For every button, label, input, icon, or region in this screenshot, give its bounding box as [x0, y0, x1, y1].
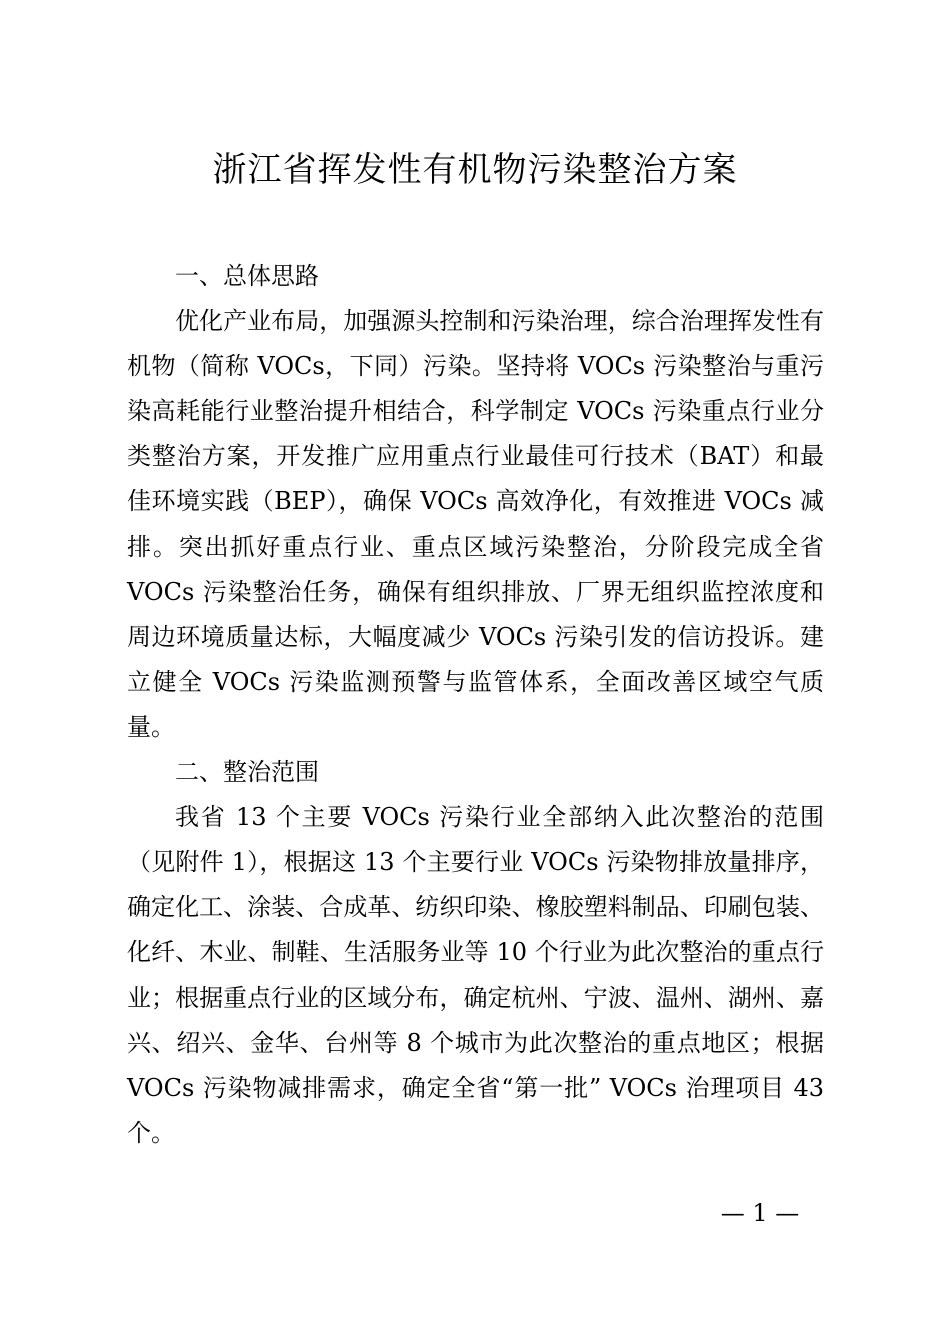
section-heading-overall-approach: 一、总体思路: [175, 262, 319, 290]
document-title: 浙江省挥发性有机物污染整治方案: [212, 150, 738, 190]
document-body: [127, 254, 824, 1156]
section-heading-scope: 二、整治范围: [175, 758, 319, 787]
page-number: — 1 —: [720, 1199, 800, 1227]
section-paragraph-scope: 我省 13 个主要 VOCs 污染行业全部纳入此次整治的范围（见附件 1），根据这 13 个主要行业 VOCs 污染物排放量排序，确定化工、涂装、合成革、纺织印染、橡胶塑料制品、印刷包装、化纤、木业、制鞋、生活服务业等 10 个行业为此次整治的重点行业；根据重点行业的区域分布，确定杭州、宁波、温州、湖州、嘉兴、绍兴、金华、台州等 8 个城市为此次整治的重点地区；根据 VOCs 污染物减排需求，确定全省“第一批” VOCs 治理项目 43 个。: [127, 803, 824, 1147]
section-paragraph-overall-approach: 优化产业布局，加强源头控制和污染治理，综合治理挥发性有机物（简称 VOCs，下同）污染。坚持将 VOCs 污染整治与重污染高耗能行业整治提升相结合，科学制定 VOCs 污染重点行业分类整治方案，开发推广应用重点行业最佳可行技术（BAT）和最佳环境实践（BEP），确保 VOCs 高效净化，有效推进 VOCs 减排。突出抓好重点行业、重点区域污染整治，分阶段完成全省 VOCs 污染整治任务，确保有组织排放、厂界无组织监控浓度和周边环境质量达标，大幅度减少 VOCs 污染引发的信访投诉。建立健全 VOCs 污染监测预警与监管体系，全面改善区域空气质量。: [127, 307, 824, 741]
